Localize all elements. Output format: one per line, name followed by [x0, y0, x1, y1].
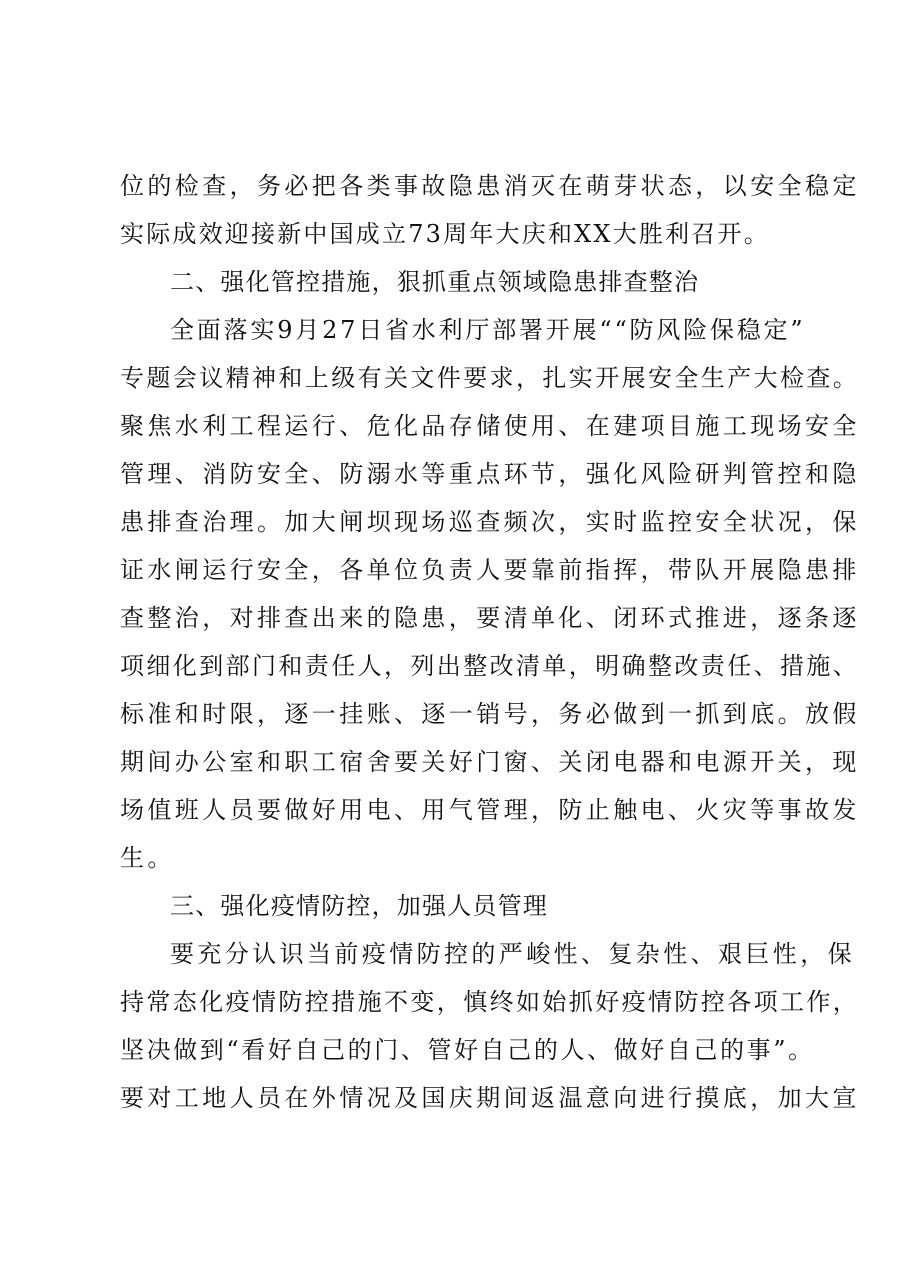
paragraph-line: 证水闸运行安全，各单位负责人要靠前指挥，带队开展隐患排	[120, 556, 860, 584]
paragraph-line: 标准和时限，逐一挂账、逐一销号，务必做到一抓到底。放假	[120, 700, 860, 728]
paragraph-line: 生。	[120, 844, 175, 872]
paragraph-line: 要对工地人员在外情况及国庆期间返温意向进行摸底，加大宣	[120, 1084, 860, 1112]
paragraph-line: 聚焦水利工程运行、危化品存储使用、在建项目施工现场安全	[120, 412, 860, 440]
paragraph-line: 查整治，对排查出来的隐患，要清单化、闭环式推进，逐条逐	[120, 604, 860, 632]
paragraph-line: 要充分认识当前疫情防控的严峻性、复杂性、艰巨性，保	[170, 940, 855, 968]
paragraph-line: 全面落实9月27日省水利厅部署开展““防风险保稳定”	[170, 316, 806, 344]
paragraph-line: 期间办公室和职工宿舍要关好门窗、关闭电器和电源开关，现	[120, 748, 860, 776]
paragraph-line: 位的检查，务必把各类事故隐患消灭在萌芽状态，以安全稳定	[120, 172, 860, 200]
paragraph-line: 持常态化疫情防控措施不变，慎终如始抓好疫情防控各项工作，	[120, 988, 860, 1016]
paragraph-line: 患排查治理。加大闸坝现场巡查频次，实时监控安全状况，保	[120, 508, 860, 536]
paragraph-line: 实际成效迎接新中国成立73周年大庆和XX大胜利召开。	[120, 220, 770, 248]
section-heading: 三、强化疫情防控，加强人员管理	[170, 892, 548, 920]
paragraph-line: 坚决做到“看好自己的门、管好自己的人、做好自己的事”。	[120, 1036, 815, 1064]
paragraph-line: 管理、消防安全、防溺水等重点环节，强化风险研判管控和隐	[120, 460, 860, 488]
paragraph-line: 场值班人员要做好用电、用气管理，防止触电、火灾等事故发	[120, 796, 860, 824]
paragraph-line: 专题会议精神和上级有关文件要求，扎实开展安全生产大检查。	[120, 364, 860, 392]
section-heading: 二、强化管控措施，狠抓重点领域隐患排查整治	[170, 268, 700, 296]
paragraph-line: 项细化到部门和责任人，列出整改清单，明确整改责任、措施、	[120, 652, 860, 680]
